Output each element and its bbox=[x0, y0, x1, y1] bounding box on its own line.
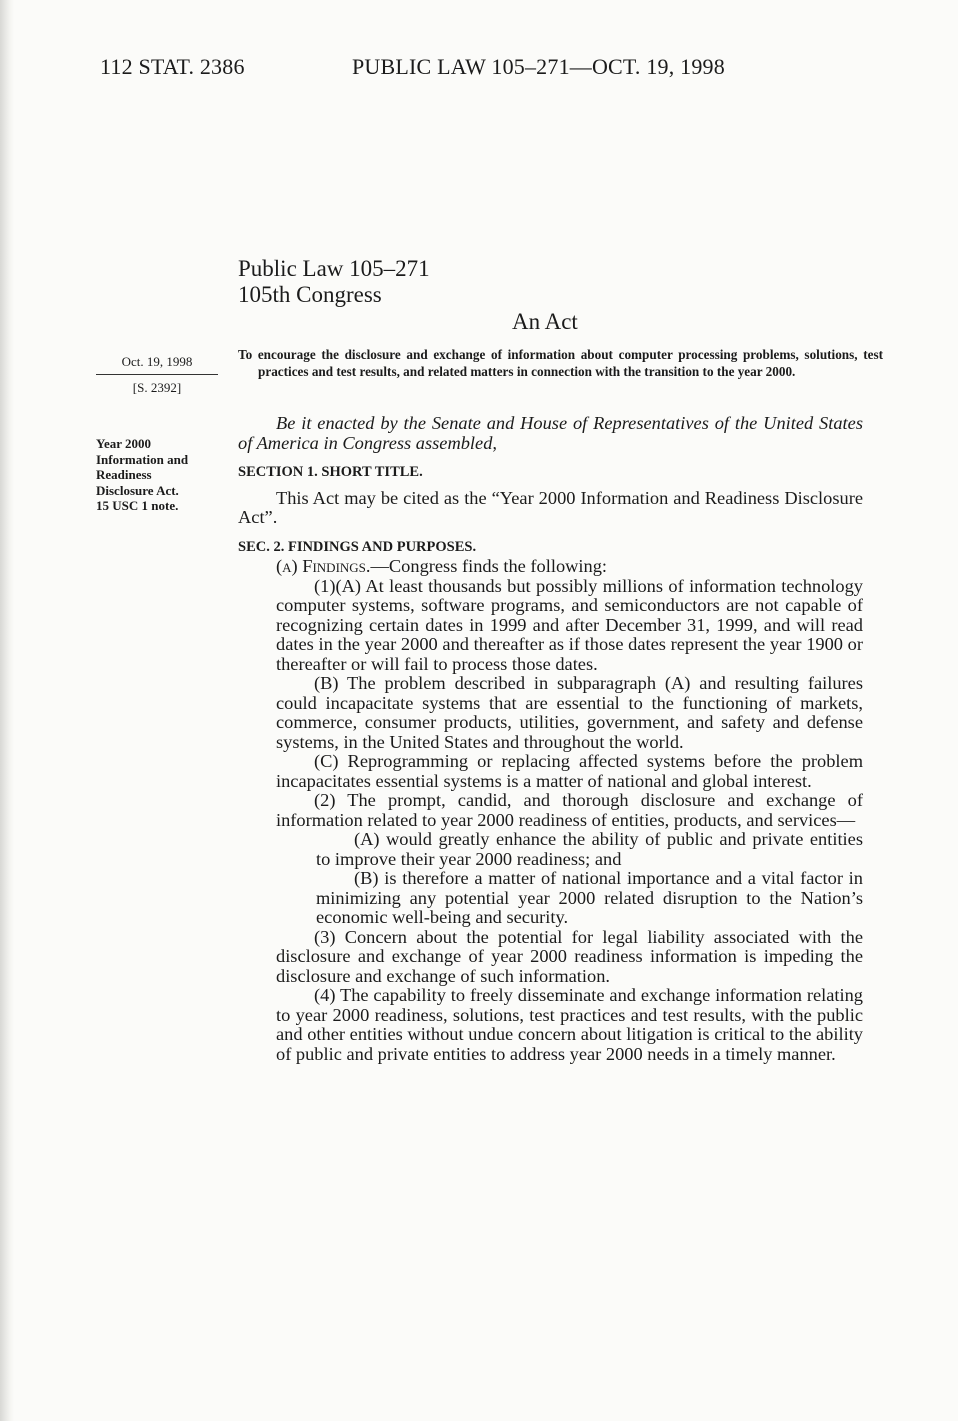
stat-citation: 112 STAT. 2386 bbox=[100, 54, 245, 79]
paragraph-1A: (1)(A) At least thousands but possibly millions of information technology computer systems, software programs, and semiconductors are not capable of recognizing certain dates in 1999 and after December 31, 1999, and will read dates in the year 2000 and thereafter as if those dates represent the year 1900 or thereafter or will fail to process those dates. bbox=[276, 575, 863, 674]
findings-intro-text: —Congress finds the following: bbox=[370, 556, 608, 576]
paragraph-1B: (B) The problem described in subparagraph (A) and resulting failures could incapacitate systems that are essential to the functioning of markets, commerce, consumer products, utilities, government, and safety and defense systems, in the United States and throughout the world. bbox=[276, 673, 863, 752]
law-number: Public Law 105–271 bbox=[238, 256, 430, 281]
enacting-clause: Be it enacted by the Senate and House of Representatives of the United States of America in Congress assembled, bbox=[238, 413, 863, 453]
scan-edge-shadow bbox=[0, 0, 14, 1421]
margin-note-line: Readiness bbox=[96, 467, 152, 482]
section-2-heading: SEC. 2. FINDINGS AND PURPOSES. bbox=[238, 538, 477, 555]
paragraph-2B: (B) is therefore a matter of national importance and a vital factor in minimizing any potential year 2000 related disruption to the Nation’s economic well-being and security. bbox=[316, 868, 863, 927]
margin-short-title-note bbox=[96, 436, 221, 514]
margin-note-line: 15 USC 1 note. bbox=[96, 498, 179, 513]
law-title-block bbox=[238, 256, 430, 308]
paragraph-1C: (C) Reprogramming or replacing affected systems before the problem incapacitates essential systems is a matter of national and global interest. bbox=[276, 751, 863, 791]
findings-label: (a) Findings. bbox=[276, 556, 371, 576]
margin-note-line: Disclosure Act. bbox=[96, 482, 179, 498]
congress-number: 105th Congress bbox=[238, 282, 382, 307]
margin-date-block bbox=[96, 354, 218, 396]
margin-note-line: Information and bbox=[96, 451, 189, 467]
paragraph-2A: (A) would greatly enhance the ability of public and private entities to improve their year 2000 readiness; and bbox=[316, 829, 863, 869]
paragraph-4: (4) The capability to freely disseminate and exchange information relating to year 2000 readiness, solutions, test practices and test results, with the public and other entities without undue concern about litigation is critical to the ability of public and private entities to address year 2000 needs in a timely manner. bbox=[276, 985, 863, 1064]
act-body bbox=[238, 414, 863, 1064]
paragraph-2: (2) The prompt, candid, and thorough disclosure and exchange of information related to year 2000 readiness of entities, products, and services— bbox=[276, 790, 863, 830]
section-1-text: This Act may be cited as the “Year 2000 Information and Readiness Disclosure Act”. bbox=[238, 487, 863, 527]
public-law-header: PUBLIC LAW 105–271—OCT. 19, 1998 bbox=[352, 54, 725, 79]
margin-note-line: Year 2000 bbox=[96, 436, 152, 451]
section-1-heading: SECTION 1. SHORT TITLE. bbox=[238, 464, 423, 480]
bill-number: [S. 2392] bbox=[132, 380, 182, 395]
paragraph-3: (3) Concern about the potential for legal liability associated with the disclosure and exchange of year 2000 readiness information is impeding the disclosure and exchange of such information. bbox=[276, 926, 863, 986]
purpose-statement: To encourage the disclosure and exchange of information about computer processing problems, solutions, test practices and test results, and related matters in connection with the transition to the year 2000. bbox=[238, 347, 883, 379]
an-act-heading: An Act bbox=[512, 309, 578, 334]
findings-intro bbox=[238, 557, 863, 577]
enactment-date: Oct. 19, 1998 bbox=[96, 354, 218, 375]
